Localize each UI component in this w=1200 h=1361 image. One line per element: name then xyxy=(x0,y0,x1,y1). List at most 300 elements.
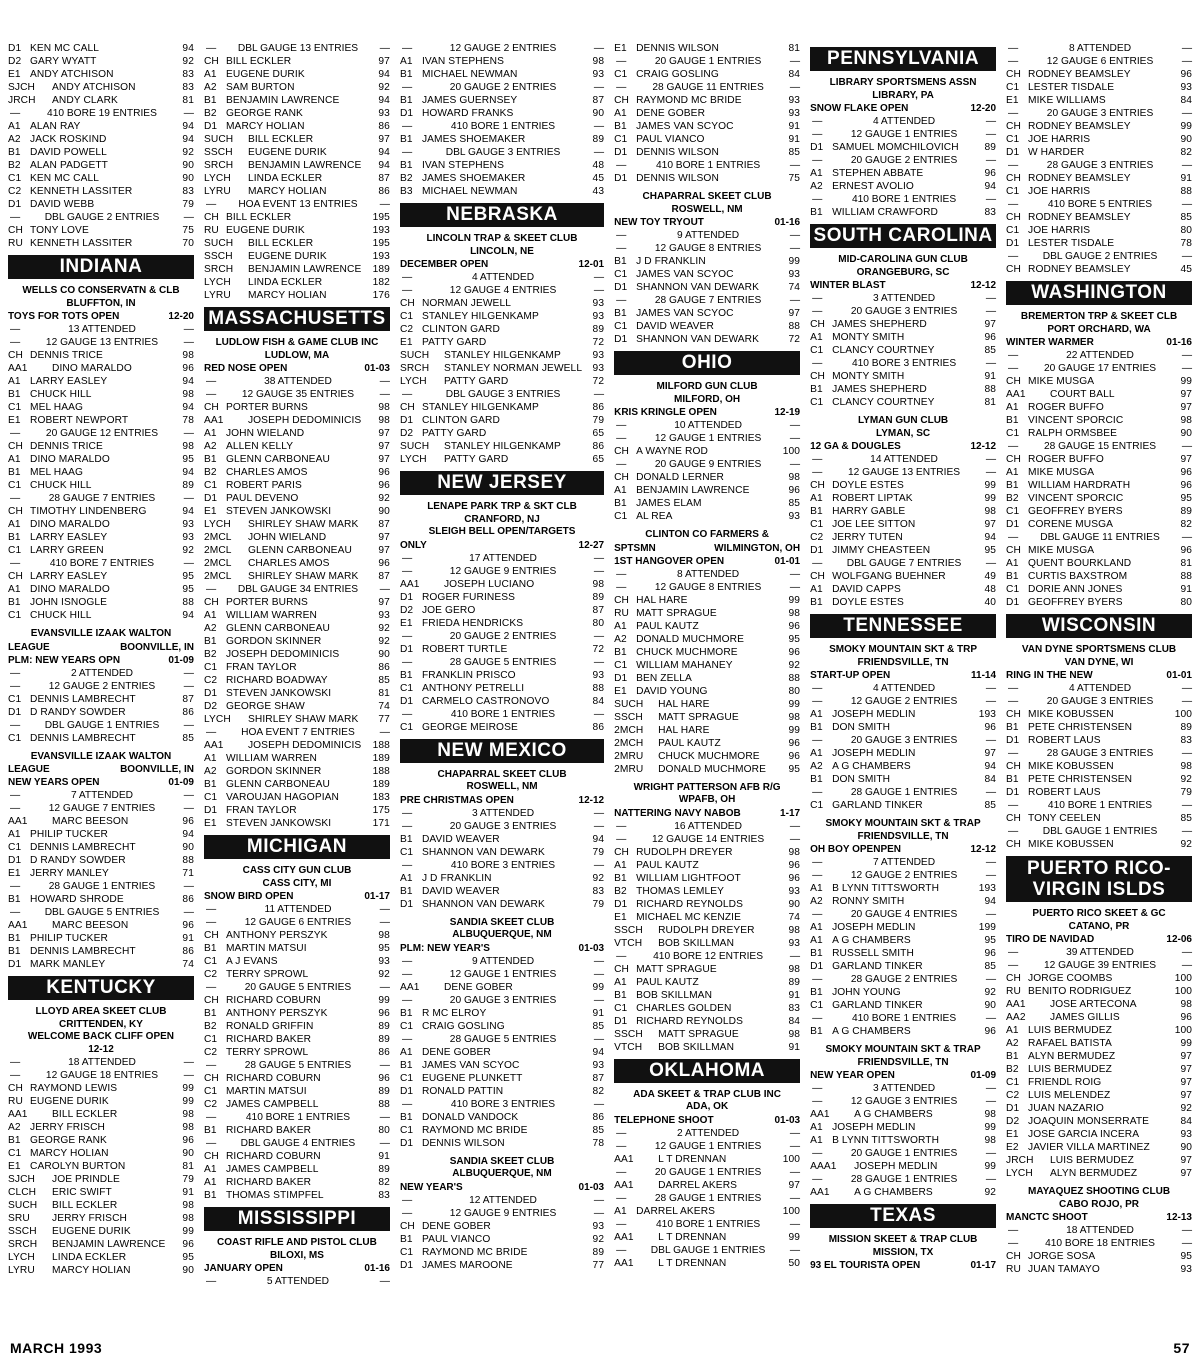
result-row xyxy=(400,885,604,898)
score: 85 xyxy=(592,1020,605,1032)
shooter-name: JACK ROSKIND xyxy=(30,134,107,145)
result-row xyxy=(1006,414,1192,427)
club-location: WELCOME BACK CLIFF OPEN xyxy=(27,1031,175,1042)
class-code: B1 xyxy=(399,69,413,80)
score: 97 xyxy=(378,441,390,452)
shooter-name: KEN MC CALL xyxy=(30,173,100,184)
score: 87 xyxy=(592,604,605,616)
score: 94 xyxy=(182,829,194,840)
event-text: 12 GAUGE 2 ENTRIES xyxy=(850,696,958,707)
class-code: C1 xyxy=(203,1086,218,1097)
dash-left: — xyxy=(10,212,21,223)
class-code: C1 xyxy=(614,659,628,671)
score: 93 xyxy=(592,69,605,80)
dash-right: — xyxy=(789,833,801,845)
shooter-name: ANDY ATCHISON xyxy=(30,69,114,80)
class-code: CH xyxy=(810,480,825,491)
score: 97 xyxy=(1180,402,1192,413)
shooter-name: DINO MARALDO xyxy=(30,584,110,595)
score: 92 xyxy=(378,623,390,634)
dash-left: — xyxy=(10,680,21,692)
score: 95 xyxy=(182,584,194,595)
shoot-date: 01-16 xyxy=(364,1263,390,1274)
result-row xyxy=(400,833,604,846)
result-row xyxy=(204,55,390,68)
result-row xyxy=(400,981,604,994)
event-text: 3 ATTENDED xyxy=(471,807,535,819)
event-text: DBL GAUGE 1 ENTRIES xyxy=(44,719,160,731)
event-text: 410 BORE 7 ENTRIES xyxy=(49,558,155,569)
shoot-name: 1ST HANGOVER OPEN xyxy=(614,555,725,567)
event-text: 12 GAUGE 9 ENTRIES xyxy=(449,565,557,577)
class-code: C1 xyxy=(8,610,22,621)
column-5 xyxy=(810,42,996,1312)
result-row xyxy=(204,635,390,648)
dash-right: — xyxy=(789,160,801,171)
dash-left: — xyxy=(812,857,823,868)
score: 90 xyxy=(182,160,194,171)
club-name: LENAPE PARK TRP & SKT CLB xyxy=(427,501,577,512)
event-line xyxy=(400,1098,604,1111)
result-row xyxy=(614,937,800,950)
shooter-name: DORIE ANN JONES xyxy=(1028,584,1123,595)
state-header-line: PUERTO RICO- xyxy=(1027,858,1171,879)
score: 96 xyxy=(1180,545,1192,556)
dash-left: — xyxy=(616,1127,627,1139)
score: 92 xyxy=(182,56,194,67)
result-row xyxy=(8,401,194,414)
shooter-name: SAMUEL MOMCHILOVICH xyxy=(832,142,959,153)
result-row xyxy=(204,1020,390,1033)
page-number: 57 xyxy=(1173,1340,1190,1356)
club-location: MISSION, TX xyxy=(872,1246,934,1258)
score: 90 xyxy=(182,842,194,853)
class-code: RU xyxy=(1006,986,1021,997)
score: 99 xyxy=(1180,1038,1192,1049)
result-row xyxy=(204,1189,390,1202)
event-text: 12 GAUGE 6 ENTRIES xyxy=(1046,56,1154,67)
class-code: B1 xyxy=(614,121,627,132)
shooter-name: FRAN TAYLOR xyxy=(225,805,297,816)
shooter-name: JOHN YOUNG xyxy=(832,987,901,998)
shooter-name: CLINTON GARD xyxy=(421,324,500,335)
result-row xyxy=(1006,773,1192,786)
event-line xyxy=(204,1137,390,1150)
class-code: 2MCH xyxy=(614,724,644,736)
result-row xyxy=(614,281,800,294)
result-row xyxy=(810,1186,996,1199)
class-code: LYCH xyxy=(203,519,231,530)
shooter-name: MIKE KOBUSSEN xyxy=(1028,839,1114,850)
class-code: CH xyxy=(203,56,219,67)
result-row xyxy=(204,1176,390,1189)
event-line xyxy=(400,820,604,833)
result-row xyxy=(810,531,996,544)
event-line xyxy=(204,903,390,916)
class-code: D1 xyxy=(8,43,22,54)
shooter-name: NORMAN JEWELL xyxy=(421,298,511,309)
score: 94 xyxy=(378,95,390,106)
shooter-name: CAROLYN BURTON xyxy=(30,1161,126,1172)
class-code: LYCH xyxy=(399,454,427,465)
shooter-name: JAMES GUERNSEY xyxy=(421,95,518,106)
shooter-name: ANTHONY PETRELLI xyxy=(421,682,525,694)
result-row xyxy=(1006,81,1192,94)
result-row xyxy=(8,505,194,518)
shooter-name: LUIS BERMUDEZ xyxy=(1028,1025,1112,1036)
class-code: B2 xyxy=(399,173,413,184)
result-row xyxy=(400,1046,604,1059)
score: 94 xyxy=(378,69,390,80)
event-text: 28 GAUGE 2 ENTRIES xyxy=(850,974,958,985)
shoot-date: 12-12 xyxy=(970,844,997,855)
score: 95 xyxy=(182,571,194,582)
class-code: SUCH xyxy=(399,350,430,361)
dash-left: — xyxy=(616,433,627,444)
score: 93 xyxy=(378,610,390,621)
result-row xyxy=(810,799,996,812)
result-row xyxy=(1006,68,1192,81)
shoot-date: 01-16 xyxy=(1166,337,1192,348)
shoot-title xyxy=(810,669,996,682)
result-row xyxy=(204,1163,390,1176)
score: 97 xyxy=(1180,1168,1192,1179)
shooter-name: JOAQUIN MONSERRATE xyxy=(1028,1116,1150,1127)
club-name: COAST RIFLE AND PISTOL CLUB xyxy=(217,1237,377,1248)
score: 93 xyxy=(592,311,605,322)
result-row xyxy=(204,955,390,968)
shooter-name: MATT SPRAGUE xyxy=(636,963,717,975)
shooter-name: BILL ECKLER xyxy=(225,212,292,223)
event-text: 410 BORE 1 ENTRIES xyxy=(450,121,556,132)
dash-left: — xyxy=(812,974,823,985)
score: 96 xyxy=(378,480,390,491)
class-code: AA1 xyxy=(399,981,420,993)
dash-right: — xyxy=(379,727,390,738)
class-code: 2MRU xyxy=(614,763,644,775)
class-code: E1 xyxy=(614,685,627,697)
dash-right: — xyxy=(379,1138,390,1149)
shoot-name: KRIS KRINGLE OPEN xyxy=(614,407,717,418)
shooter-name: JOSEPH MEDLIN xyxy=(832,709,916,720)
result-row xyxy=(400,401,604,414)
score: 98 xyxy=(378,402,390,413)
result-row xyxy=(614,750,800,763)
shoot-name: ONLY xyxy=(399,539,427,551)
score: 84 xyxy=(1180,95,1192,106)
shooter-name: HOWARD FRANKS xyxy=(421,108,514,119)
result-row xyxy=(1006,972,1192,985)
result-row xyxy=(8,867,194,880)
result-row xyxy=(1006,388,1192,401)
class-code: C2 xyxy=(203,675,218,686)
shoot-title xyxy=(400,942,604,955)
shooter-name: STANLEY HILGENKAMP xyxy=(443,441,561,452)
score: 86 xyxy=(592,721,605,733)
class-code: 2MCL xyxy=(203,571,232,582)
dash-right: — xyxy=(985,358,997,369)
result-row xyxy=(8,159,194,172)
score: 98 xyxy=(182,1109,194,1120)
shoot-name: TIRO DE NAVIDAD xyxy=(1006,934,1095,945)
event-line xyxy=(614,833,800,846)
event-text: 8 ATTENDED xyxy=(677,568,740,580)
result-row xyxy=(400,1085,604,1098)
score: 85 xyxy=(1180,813,1192,824)
class-code: C1 xyxy=(399,682,414,694)
class-code: C1 xyxy=(1006,186,1020,197)
shooter-name: RUSSELL SMITH xyxy=(832,948,914,959)
shoot-title xyxy=(1006,1211,1192,1224)
shoot-title xyxy=(614,406,800,419)
shooter-name: DAVID CAPPS xyxy=(832,584,901,595)
shooter-name: D RANDY SOWDER xyxy=(30,706,126,718)
score: 92 xyxy=(1180,774,1192,785)
shooter-name: BOB SKILLMAN xyxy=(636,989,713,1001)
event-line xyxy=(204,1275,390,1288)
result-row xyxy=(204,68,390,81)
shooter-name: VINCENT SPORCIC xyxy=(1028,415,1124,426)
shooter-name: CHUCK HILL xyxy=(30,480,92,491)
shooter-name: JAMES CAMPBELL xyxy=(225,1164,319,1175)
shooter-name: J D FRANKLIN xyxy=(636,256,706,267)
dash-right: — xyxy=(379,917,390,928)
result-row xyxy=(204,492,390,505)
class-code: B1 xyxy=(810,506,823,517)
score: 85 xyxy=(984,345,997,356)
score: 74 xyxy=(788,282,801,293)
club-location: LIBRARY, PA xyxy=(872,89,934,101)
score: 78 xyxy=(592,1137,605,1149)
event-text: 3 ATTENDED xyxy=(873,293,936,304)
result-row xyxy=(8,1173,194,1186)
shooter-name: GLENN CARBONEAU xyxy=(247,545,352,556)
dash-left: — xyxy=(812,1174,823,1185)
result-row xyxy=(1006,1089,1192,1102)
score: 91 xyxy=(182,933,194,944)
dash-right: — xyxy=(1181,108,1192,119)
class-code: C1 xyxy=(399,1124,414,1136)
shooter-name: BILL ECKLER xyxy=(52,1109,118,1120)
result-row xyxy=(204,94,390,107)
score: 83 xyxy=(1180,735,1192,746)
result-row xyxy=(1006,1050,1192,1063)
class-code: A1 xyxy=(8,519,21,530)
class-code: B1 xyxy=(810,987,823,998)
class-code: B1 xyxy=(399,95,413,106)
result-row xyxy=(810,960,996,973)
shooter-name: DON SMITH xyxy=(832,722,891,733)
shooter-name: DENE GOBER xyxy=(421,1220,491,1232)
dash-right: — xyxy=(985,293,997,304)
shoot-name: NEW YEAR'S xyxy=(399,1181,463,1193)
event-line xyxy=(204,42,390,55)
shooter-name: GARLAND TINKER xyxy=(832,800,923,811)
shooter-name: JIMMY CHEASTEEN xyxy=(832,545,931,556)
class-code: CH xyxy=(203,1073,219,1084)
shooter-name: RAYMOND MC BRIDE xyxy=(636,95,742,106)
shoot-date: 01-03 xyxy=(578,1181,605,1193)
result-row xyxy=(204,133,390,146)
event-text: 16 ATTENDED xyxy=(674,820,742,832)
result-row xyxy=(400,695,604,708)
dash-left: — xyxy=(1008,696,1019,707)
state-header: NEW JERSEY xyxy=(400,471,604,495)
shooter-name: DINO MARALDO xyxy=(52,363,132,374)
score: 82 xyxy=(1180,147,1192,158)
shooter-name: BENJAMIN LAWRENCE xyxy=(636,485,750,496)
event-line xyxy=(1006,747,1192,760)
shooter-name: JAMES SHOEMAKER xyxy=(421,134,526,145)
dash-right: — xyxy=(183,428,194,439)
class-code: CH xyxy=(810,571,825,582)
dash-right: — xyxy=(593,1194,605,1206)
score: 91 xyxy=(592,1007,605,1019)
page-footer xyxy=(10,1340,1190,1358)
result-row xyxy=(204,185,390,198)
class-code: C1 xyxy=(614,511,628,522)
score: 94 xyxy=(182,376,194,387)
score: 96 xyxy=(788,646,801,658)
shooter-name: GARLAND TINKER xyxy=(832,1000,923,1011)
result-row xyxy=(400,643,604,656)
score: 97 xyxy=(1180,1090,1192,1101)
shooter-name: DENNIS TRICE xyxy=(30,350,103,361)
event-text: 20 GAUGE 3 ENTRIES xyxy=(850,735,958,746)
class-code: VTCH xyxy=(614,1041,643,1053)
event-line xyxy=(614,1166,800,1179)
event-text: 410 BORE 12 ENTRIES xyxy=(653,950,763,962)
score: 98 xyxy=(592,56,605,67)
class-code: D1 xyxy=(8,199,22,210)
shoot-date: 1-17 xyxy=(780,807,801,819)
shooter-name: JAMES VAN SCYOC xyxy=(421,1059,520,1071)
class-code: RU xyxy=(8,238,23,249)
shooter-name: DENNIS LAMBRECHT xyxy=(30,946,136,957)
class-code: C1 xyxy=(1006,1077,1020,1088)
club-location: PORT ORCHARD, WA xyxy=(1047,323,1151,335)
score: 92 xyxy=(592,1233,605,1245)
result-row xyxy=(8,146,194,159)
class-code: CH xyxy=(1006,1251,1021,1262)
score: 99 xyxy=(984,1161,997,1172)
class-code: CH xyxy=(399,298,415,309)
shooter-name: BENJAMIN LAWRENCE xyxy=(52,1239,166,1250)
dash-left: — xyxy=(10,337,21,348)
result-row xyxy=(1006,1250,1192,1263)
event-text: DBL GAUGE 1 ENTRIES xyxy=(650,1244,766,1256)
state-header: OHIO xyxy=(614,351,800,375)
result-row xyxy=(400,617,604,630)
event-text: 28 GAUGE 3 ENTRIES xyxy=(1046,748,1154,759)
score: 89 xyxy=(378,1034,390,1045)
club-location: FRIENDSVILLE, TN xyxy=(857,1056,949,1068)
shooter-name: PATTY GARD xyxy=(443,376,509,387)
score: 90 xyxy=(1180,1142,1192,1153)
class-code: CH xyxy=(8,506,23,517)
event-line xyxy=(8,211,194,224)
dash-right: — xyxy=(593,272,605,283)
result-row xyxy=(204,765,390,778)
shooter-name: RICHARD COBURN xyxy=(225,995,321,1006)
result-row xyxy=(8,1134,194,1147)
result-row xyxy=(400,414,604,427)
score: 92 xyxy=(984,987,997,998)
shooter-name: FRANKLIN PRISCO xyxy=(421,669,516,681)
dash-left: — xyxy=(1008,56,1019,67)
result-row xyxy=(8,1264,194,1277)
result-row xyxy=(614,672,800,685)
class-code: A1 xyxy=(614,620,627,632)
shooter-name: LUIS BERMUDEZ xyxy=(1050,1155,1134,1166)
shooter-name: DOYLE ESTES xyxy=(832,480,904,491)
score: 87 xyxy=(182,693,194,705)
issue-date: MARCH 1993 xyxy=(10,1340,103,1356)
event-text: 20 GAUGE 5 ENTRIES xyxy=(244,982,352,993)
score: 86 xyxy=(182,706,194,718)
class-code: B1 xyxy=(1006,571,1019,582)
class-code: A2 xyxy=(810,896,823,907)
score: 96 xyxy=(984,332,997,343)
score: 82 xyxy=(592,1085,605,1097)
shooter-name: CRAIG GOSLING xyxy=(636,69,719,80)
class-code: D1 xyxy=(399,415,414,426)
event-line xyxy=(204,1111,390,1124)
score: 89 xyxy=(378,1021,390,1032)
score: 97 xyxy=(984,748,997,759)
class-code: CH xyxy=(8,441,23,452)
score: 82 xyxy=(378,1177,390,1188)
class-code: B1 xyxy=(614,308,627,319)
class-code: AA1 xyxy=(1006,389,1026,400)
score: 74 xyxy=(182,959,194,970)
class-code: C1 xyxy=(614,69,628,80)
result-row xyxy=(204,250,390,263)
shooter-name: JAMES MAROONE xyxy=(421,1259,513,1271)
dash-right: — xyxy=(593,994,605,1006)
dash-left: — xyxy=(10,108,21,119)
result-row xyxy=(614,1041,800,1054)
shooter-name: ROBERT LIPTAK xyxy=(832,493,913,504)
shooter-name: HAL HARE xyxy=(636,594,688,606)
shoot-name: 93 EL TOURISTA OPEN xyxy=(810,1260,921,1271)
class-code: JRCH xyxy=(8,95,36,106)
score: 97 xyxy=(1180,1064,1192,1075)
shooter-name: B LYNN TITTSWORTH xyxy=(832,883,940,894)
shooter-name: PETE CHRISTENSEN xyxy=(1028,774,1133,785)
result-row xyxy=(614,471,800,484)
result-row xyxy=(810,895,996,908)
shooter-name: BENITO RODRIGUEZ xyxy=(1028,986,1132,997)
dash-right: — xyxy=(1181,800,1192,811)
event-line xyxy=(810,557,996,570)
event-text: 12 GAUGE 2 ENTRIES xyxy=(850,870,958,881)
shoot-title xyxy=(400,539,604,552)
class-code: D1 xyxy=(810,961,824,972)
result-row xyxy=(614,976,800,989)
class-code: B1 xyxy=(399,1059,413,1071)
result-row xyxy=(8,732,194,745)
class-code: A1 xyxy=(1006,1025,1019,1036)
result-row xyxy=(614,1257,800,1270)
dash-left: — xyxy=(10,1057,21,1068)
event-line xyxy=(400,388,604,401)
dash-right: — xyxy=(593,1033,605,1045)
score: 193 xyxy=(372,251,390,262)
class-code: D1 xyxy=(399,108,414,119)
score: 100 xyxy=(1174,709,1192,720)
event-line xyxy=(810,734,996,747)
